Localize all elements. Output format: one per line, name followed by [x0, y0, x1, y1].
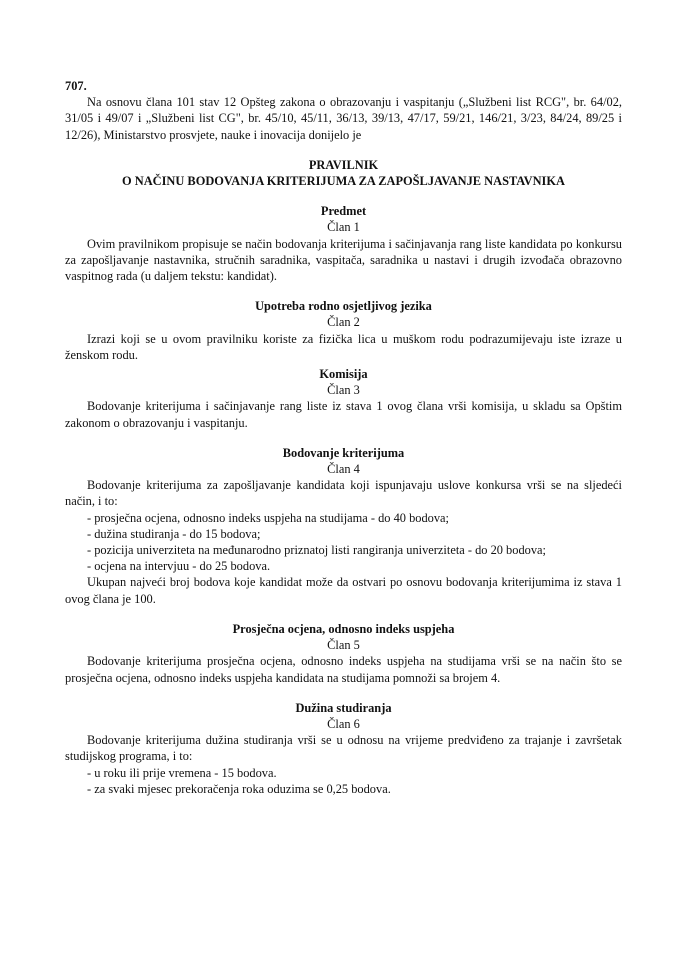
list-item: - pozicija univerziteta na međunarodno priznatoj listi rangiranja univerziteta - do 20 bodova; — [87, 543, 546, 558]
list-item: - ocjena na intervjuu - do 25 bodova. — [87, 559, 271, 574]
list-item: - dužina studiranja - do 15 bodova; — [87, 526, 261, 541]
heading-duzina-studiranja: Dužina studiranja — [295, 700, 392, 715]
title-subject: O NAČINU BODOVANJA KRITERIJUMA ZA ZAPOŠLJAVANJE NASTAVNIKA — [122, 174, 565, 189]
clan-5-text: Bodovanje kriterijuma prosječna ocjena, odnosno indeks uspjeha na studijama vrši se na način što se prosječna ocjena, odnosno indeks uspjeha kandidata na studijama pomnoži sa brojem 4. — [65, 654, 622, 685]
clan-1: Član 1 — [327, 220, 360, 235]
clan-4-intro: Bodovanje kriterijuma za zapošljavanje kandidata koji ispunjavaju uslove konkursa vrši se na sljedeći način, i to: — [65, 478, 622, 509]
list-item: - prosječna ocjena, odnosno indeks uspjeha na studijama - do 40 bodova; — [87, 510, 449, 525]
preamble: Na osnovu člana 101 stav 12 Opšteg zakona o obrazovanju i vaspitanju („Službeni list RCG", br. 64/02, 31/05 i 49/07 i „Službeni list CG", br. 45/10, 45/11, 36/13, 39/13, 47/17, 59/21, 146/21, 3/23, 84/24, 89/25 i 12/26), Ministarstvo prosvjete, nauke i inovacija donijelo je — [65, 95, 622, 142]
heading-predmet: Predmet — [320, 204, 367, 219]
clan-2-text: Izrazi koji se u ovom pravilniku koriste za fizička lica u muškom rodu podrazumijevaju iste izraze u ženskom rodu. — [65, 331, 622, 362]
heading-komisija: Komisija — [319, 367, 368, 382]
heading-rodno-osjetljiv-jezik: Upotreba rodno osjetljivog jezika — [255, 299, 432, 314]
clan-2: Član 2 — [327, 315, 360, 330]
clan-6: Član 6 — [327, 716, 360, 731]
document-number: 707. — [65, 79, 87, 93]
list-item: - u roku ili prije vremena - 15 bodova. — [87, 765, 277, 780]
heading-bodovanje-kriterijuma: Bodovanje kriterijuma — [282, 445, 405, 460]
clan-6-intro: Bodovanje kriterijuma dužina studiranja vrši se u odnosu na vrijeme predviđeno za trajanje i završetak studijskog programa, i to: — [65, 733, 622, 764]
clan-5: Član 5 — [327, 638, 360, 653]
title-pravilnik: PRAVILNIK — [308, 157, 379, 172]
clan-4-closing: Ukupan najveći broj bodova koje kandidat može da ostvari po osnovu bodovanja kriterijumima iz stava 1 ovog člana je 100. — [65, 575, 622, 606]
clan-3-text: Bodovanje kriterijuma i sačinjavanje rang liste iz stava 1 ovog člana vrši komisija, u skladu sa Opštim zakonom o obrazovanju i vaspitanju. — [65, 399, 622, 430]
clan-1-text: Ovim pravilnikom propisuje se način bodovanja kriterijuma i sačinjavanja rang liste kandidata po konkursu za zapošljavanje nastavnika, stručnih saradnika, vaspitača, saradnika u nastavi i drugih izvođača obrazovno vaspitnog rada (u daljem tekstu: kandidat). — [65, 236, 622, 284]
list-item: - za svaki mjesec prekoračenja roka oduzima se 0,25 bodova. — [87, 781, 391, 796]
heading-prosjecna-ocjena: Prosječna ocjena, odnosno indeks uspjeha — [232, 621, 455, 636]
clan-4: Član 4 — [327, 462, 360, 477]
clan-3: Član 3 — [327, 383, 360, 398]
